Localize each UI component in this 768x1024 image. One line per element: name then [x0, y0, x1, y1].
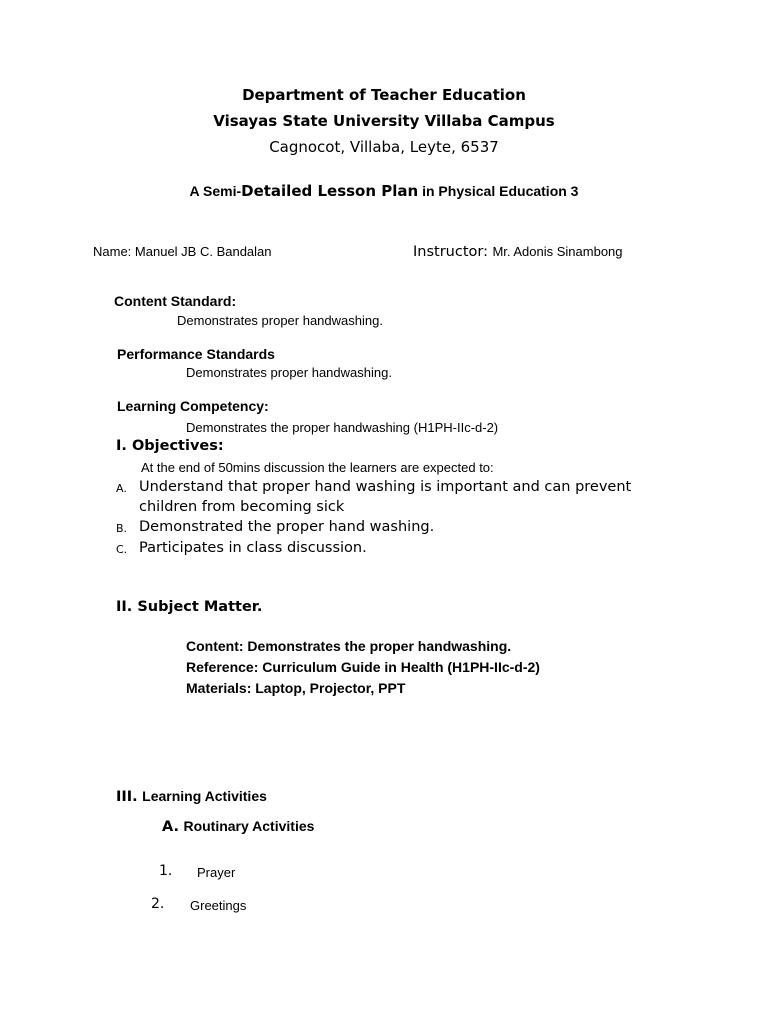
- learning-activities-heading: [116, 788, 267, 806]
- routinary-title: Routinary Activities: [183, 818, 315, 834]
- objective-b-line1: Demonstrated the proper hand washing.: [139, 519, 435, 535]
- university-heading: Visayas State University Villaba Campus: [213, 112, 555, 130]
- subject-materials: Materials: Laptop, Projector, PPT: [186, 680, 406, 696]
- routinary-marker: A.: [162, 819, 179, 835]
- title-main: Detailed Lesson Plan: [241, 182, 419, 200]
- objective-marker-b: B.: [116, 522, 128, 535]
- title-prefix: A Semi-: [189, 183, 242, 199]
- learning-competency-value: Demonstrates the proper handwashing (H1PH-IIc-d-2): [186, 420, 499, 435]
- objective-a-line1: Understand that proper hand washing is important and can prevent: [139, 479, 632, 495]
- subject-reference: Reference: Curriculum Guide in Health (H1PH-IIc-d-2): [186, 659, 540, 675]
- learning-activities-title: Learning Activities: [142, 788, 267, 804]
- name-label: Name:: [93, 244, 132, 259]
- subject-matter-heading: II. Subject Matter.: [116, 599, 263, 615]
- performance-standards-label: Performance Standards: [117, 346, 275, 362]
- objective-c-line1: Participates in class discussion.: [139, 540, 367, 556]
- activity-greetings: Greetings: [190, 898, 247, 913]
- name-value: Manuel JB C. Bandalan: [134, 244, 272, 259]
- performance-standards-value: Demonstrates proper handwashing.: [186, 365, 392, 380]
- objective-a-line2: children from becoming sick: [139, 499, 345, 515]
- instructor-label: Instructor:: [413, 244, 488, 260]
- objectives-intro: At the end of 50mins discussion the learners are expected to:: [141, 460, 494, 475]
- activity-number-1: 1.: [159, 863, 173, 879]
- objectives-heading: I. Objectives:: [116, 438, 224, 454]
- activity-number-2: 2.: [151, 896, 165, 912]
- objective-marker-a: A.: [116, 482, 127, 495]
- lesson-plan-title: [0, 182, 768, 201]
- learning-competency-label: Learning Competency:: [117, 398, 269, 414]
- content-standard-label: Content Standard:: [114, 293, 237, 309]
- content-standard-value: Demonstrates proper handwashing.: [177, 313, 383, 328]
- subject-content: Content: Demonstrates the proper handwashing.: [186, 638, 512, 654]
- instructor-row: [413, 243, 623, 261]
- activity-prayer: Prayer: [197, 865, 236, 880]
- routinary-activities-heading: [162, 818, 314, 836]
- title-suffix: in Physical Education 3: [418, 183, 579, 199]
- address-line: Cagnocot, Villaba, Leyte, 6537: [269, 138, 499, 156]
- instructor-value: Mr. Adonis Sinambong: [492, 244, 623, 259]
- name-row: [93, 244, 272, 259]
- learning-activities-numeral: III.: [116, 789, 138, 805]
- department-heading: Department of Teacher Education: [242, 86, 526, 104]
- objective-marker-c: C.: [116, 543, 128, 556]
